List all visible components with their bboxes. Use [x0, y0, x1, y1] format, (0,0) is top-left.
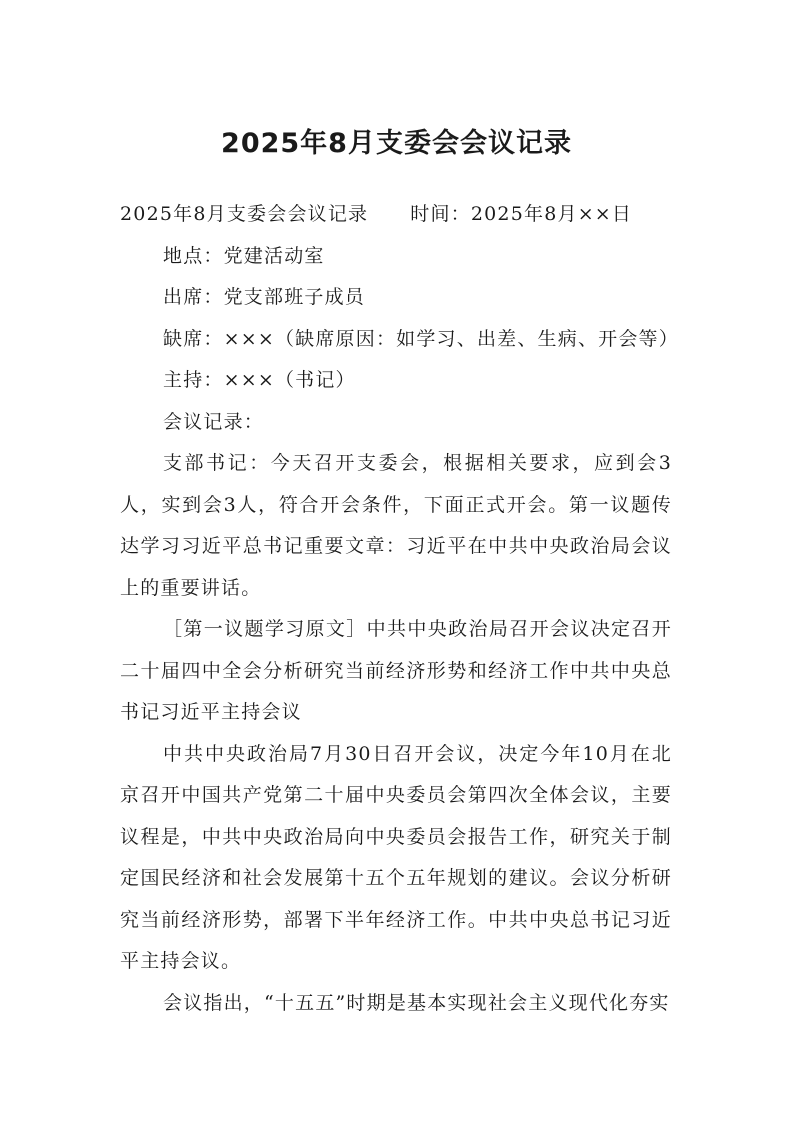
document-title: 2025年8月支委会会议记录 — [221, 128, 572, 159]
paragraph-study-source: ［第一议题学习原文］中共中央政治局召开会议决定召开二十届四中全会分析研究当前经济形势和经济工作中共中央总书记习近平主持会议 — [120, 618, 672, 723]
meeting-location: 地点：党建活动室 — [163, 244, 325, 267]
paragraph-meeting-points: 会议指出，“十五五”时期是基本实现社会主义现代化夯实 — [163, 991, 670, 1014]
paragraph-secretary-opening: 支部书记：今天召开支委会，根据相关要求，应到会3人，实到会3人，符合开会条件，下面正式开会。第一议题传达学习习近平总书记重要文章：习近平在中共中央政治局会议上的重要讲话。 — [120, 452, 672, 599]
meeting-attendees: 出席：党支部班子成员 — [163, 286, 366, 308]
meeting-absent: 缺席：×××（缺席原因：如学习、出差、生病、开会等） — [163, 327, 679, 350]
document-body — [120, 194, 679, 1024]
meeting-time: 时间：2025年8月××日 — [410, 203, 633, 225]
header-label: 2025年8月支委会会议记录 — [120, 203, 369, 225]
meeting-host: 主持：×××（书记） — [163, 369, 356, 391]
paragraph-politburo-meeting: 中共中央政治局7月30日召开会议，决定今年10月在北京召开中国共产党第二十届中央委员会第四次全体会议，主要议程是，中共中央政治局向中央委员会报告工作，研究关于制定国民经济和社会发展第十五个五年规划的建议。会议分析研究当前经济形势，部署下半年经济工作。中共中央总书记习近平主持会议。 — [120, 742, 672, 972]
header-line — [120, 194, 672, 236]
record-label: 会议记录： — [163, 410, 265, 433]
